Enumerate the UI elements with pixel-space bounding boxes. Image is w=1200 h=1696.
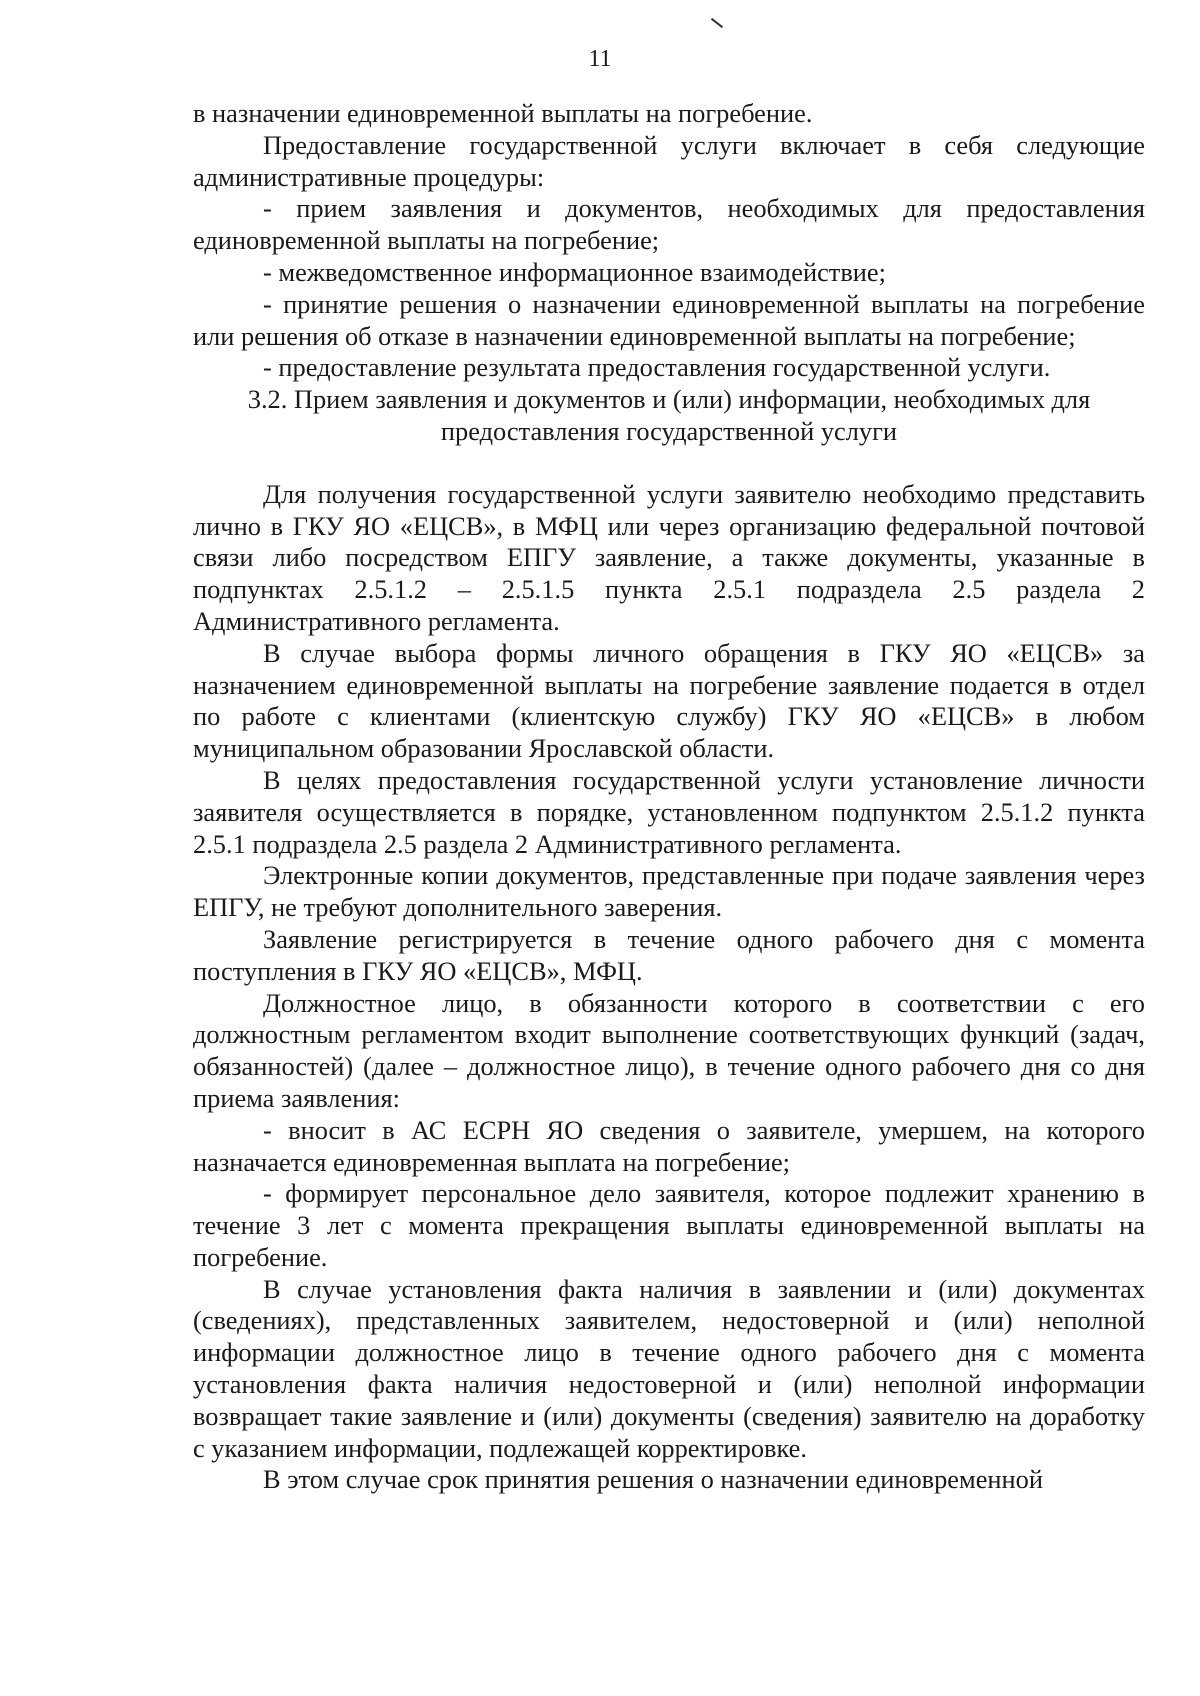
list-item: - прием заявления и документов, необходимых для предоставления единовременной выплаты на погребение; [193, 193, 1145, 256]
paragraph: Заявление регистрируется в течение одного рабочего дня с момента поступления в ГКУ ЯО «ЕЦСВ», МФЦ. [193, 923, 1145, 986]
section-heading: 3.2. Прием заявления и документов и (или) информации, необходимых для предоставления государственной услуги [247, 384, 1091, 446]
paragraph: Для получения государственной услуги заявителю необходимо представить лично в ГКУ ЯО «ЕЦСВ», в МФЦ или через организацию федеральной почтовой связи либо посредством ЕПГУ заявление, а также документы, указанные в подпунктах 2.5.1.2 – 2.5.1.5 пункта 2.5.1 подраздела 2.5 раздела 2 Административного регламента. [193, 478, 1145, 636]
paragraph: В этом случае срок принятия решения о назначении единовременной [263, 1464, 1043, 1495]
scan-artifact-mark [711, 18, 723, 28]
paragraph: В случае выбора формы личного обращения в ГКУ ЯО «ЕЦСВ» за назначением единовременной выплаты на погребение заявление подается в отдел по работе с клиентами (клиентскую службу) ГКУ ЯО «ЕЦСВ» в любом муниципальном образовании Ярославской области. [193, 637, 1145, 764]
paragraph: Электронные копии документов, представленные при подаче заявления через ЕПГУ, не требуют дополнительного заверения. [193, 860, 1145, 923]
list-item: - формирует персональное дело заявителя, которое подлежит хранению в течение 3 лет с момента прекращения выплаты единовременной выплаты на погребение. [193, 1178, 1145, 1272]
paragraph: в назначении единовременной выплаты на погребение. [193, 98, 813, 128]
page-number: 11 [588, 46, 612, 72]
list-item: - межведомственное информационное взаимодействие; [263, 256, 886, 287]
paragraph: В целях предоставления государственной услуги установление личности заявителя осуществляется в порядке, установленном подпунктом 2.5.1.2 пункта 2.5.1 подраздела 2.5 раздела 2 Административного регламента. [193, 764, 1145, 859]
paragraph: Предоставление государственной услуги включает в себя следующие административные процедуры: [193, 129, 1145, 192]
list-item: - вносит в АС ЕСРН ЯО сведения о заявителе, умершем, на которого назначается единовременная выплата на погребение; [193, 1114, 1145, 1177]
list-item: - предоставление результата предоставления государственной услуги. [263, 352, 1051, 383]
document-body [193, 98, 1145, 1496]
paragraph: Должностное лицо, в обязанности которого в соответствии с его должностным регламентом входит выполнение соответствующих функций (задач, обязанностей) (далее – должностное лицо), в течение одного рабочего дня со дня приема заявления: [193, 987, 1145, 1113]
list-item: - принятие решения о назначении единовременной выплаты на погребение или решения об отказе в назначении единовременной выплаты на погребение; [193, 288, 1145, 351]
paragraph: В случае установления факта наличия в заявлении и (или) документах (сведениях), представленных заявителем, недостоверной и (или) неполной информации должностное лицо в течение одного рабочего дня с момента установления факта наличия недостоверной и (или) неполной информации возвращает такие заявление и (или) документы (сведения) заявителю на доработку с указанием информации, подлежащей корректировке. [193, 1273, 1145, 1463]
